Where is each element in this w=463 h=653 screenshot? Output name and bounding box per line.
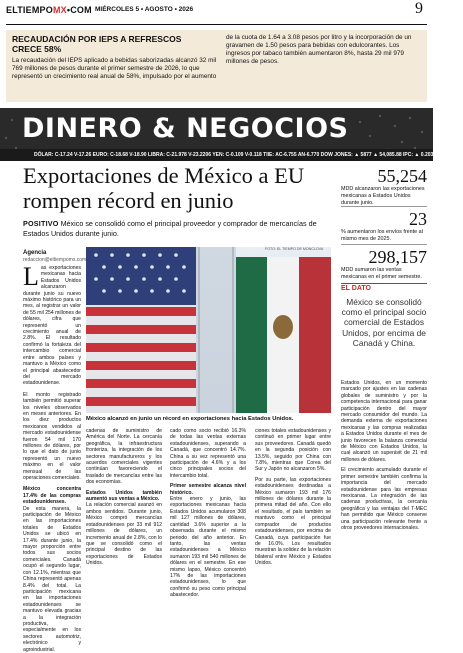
page-number: 9 — [415, 0, 423, 17]
teaser-title: RECAUDACIÓN POR IEPS A REFRESCOS CRECE 58% — [12, 34, 182, 54]
article-paragraph: El monto registrado también permitió superar los niveles observados en meses anteriores. En los diez productos mexicanos vendidos al mercado estadounidense fueron 54 mil 170 millones de dólares, por lo que el dato de junio representó un nuevo máximo en el valor mensual de las operaciones comerciales. — [23, 391, 81, 481]
article-column-3 — [170, 428, 246, 599]
article-subheading: Estados Unidos también aumentó sus ventas a México. — [86, 489, 162, 503]
pull-quote-label: EL DATO — [341, 285, 371, 292]
stat-box-2 — [341, 209, 427, 243]
article-headline: Exportaciones de México a EU rompen récord en junio — [23, 163, 305, 213]
brand-logo[interactable]: ELTIEMPOMX•COM — [6, 5, 92, 15]
stat-divider — [341, 244, 427, 245]
masthead — [0, 0, 433, 26]
article-column-1 — [23, 262, 81, 653]
masthead-rule — [6, 24, 427, 25]
subhead-text: México se consolidó como el principal proveedor y comprador de mercancías de Estados Unidos durante junio. — [23, 219, 317, 238]
pull-quote-text: México se consolidó como el principal socio comercial de Estados Unidos, por encima de Canadá y China. — [341, 297, 427, 348]
article-paragraph: La relación comercial avanzó en ambos sentidos. Durante junio, México compró mercancías estadounidenses por 33 mil 912 millones de dólares, un incremento anual de 2.8%, con lo que se consolidó como el principal destino de las exportaciones de Estados Unidos. — [86, 502, 162, 567]
article-paragraph: cado como socio recibió 16.3% de todas las ventas externas estadounidenses, superando a Canadá, que concentró 14.7%. China a su vez representó una participación de 4.6% y a los cinco principales socios del intercambio total. — [170, 428, 246, 479]
subhead-label: POSITIVO — [23, 219, 59, 228]
teaser-text-col1: La recaudación del IEPS aplicado a bebidas saborizadas alcanzó 32 mil 769 millones de pesos durante el primer semestre de 2026, lo que representó un crecimiento real anual de 58%, impulsado por el aumento — [12, 57, 217, 80]
photo-caption: México alcanzó en junio un récord en exportaciones hacia Estados Unidos. — [86, 416, 294, 422]
teaser-box — [6, 30, 427, 102]
section-title: DINERO & NEGOCIOS — [22, 113, 349, 144]
stat-divider — [341, 206, 427, 207]
article-subheading: México concentra 17.4% de las compras estadounidenses. — [23, 486, 81, 506]
stat-label-1: MDD alcanzaron las exportaciones mexicanas a Estados Unidos durante junio. — [341, 186, 425, 206]
article-paragraph: Entre enero y junio, las exportaciones mexicanas hacia Estados Unidos acumularon 308 mil 127 millones de dólares, cantidad 3.6% superior a la observada durante el mismo periodo del año anterior. En tanto, las ventas estadounidenses a México sumaron 193 mil 540 millones de dólares en el semestre. En ese mismo lapso, México concentró 17% de las importaciones estadounidenses, lo que confirmó su peso como principal abastecedor. — [170, 496, 246, 599]
article-author: Agencia — [23, 250, 47, 256]
issue-date: MIÉRCOLES 5 • AGOSTO • 2026 — [95, 6, 194, 13]
drop-cap: L — [23, 262, 39, 291]
teaser-text-col2: de la cuota de 1.64 a 3.08 pesos por litro y la incorporación de un gravamen de 1.50 pesos para bebidas con edulcorantes. Los ingresos por tabaco también aumentaron 8%, hasta 29 mil 979 millones de pesos. — [226, 34, 412, 65]
photo-credit: FOTO: EL TIEMPO DE MONCLOVA — [265, 247, 324, 251]
stat-value-1: 55,254 — [377, 166, 427, 186]
article-column-5 — [341, 380, 427, 531]
stat-label-3: MDD sumaron las ventas mexicanas en el primer semestre. — [341, 267, 422, 280]
stat-box-3 — [341, 247, 427, 281]
article-paragraph: Por su parte, las exportaciones estadounidenses destinadas a México sumaron 193 mil 176 millones de dólares durante la primera mitad del año. Con ello el resultado, el país también se mantuvo como el principal comprador de productos estadounidenses, por encima de Canadá, cuya participación fue de 16.0%. Los resultados muestran la solidez de la relación bilateral entre México y Estados Unidos. — [255, 476, 331, 567]
stat-value-2: 23 — [409, 209, 427, 229]
author-email[interactable]: redaccion@eltiempomx.com — [23, 257, 87, 263]
article-paragraph: El crecimiento acumulado durante el primer semestre también confirma la importancia del mercado estadounidense para las empresas mexicanas. La integración de las cadenas productivas, la cercanía geográfica y las ventajas del T-MEC han permitido que México conserve una participación relevante frente a otros proveedores internacionales. — [341, 467, 427, 531]
stat-label-2: % aumentaron los envíos frente al mismo mes de 2025. — [341, 229, 423, 242]
article-paragraph: De esta manera, la participación de México en las importaciones totales de Estados Unidos se ubicó en 17.4% durante junio, la mayor proporción entre todos sus socios comerciales. Canadá ocupó el segundo lugar, con 12.1%, mientras que China representó apenas 8.4% del total. La participación mexicana en las importaciones estadounidenses se mantuvo elevada gracias a la integración productiva, especialmente en los sectores automotriz, electrónico y agroindustrial. — [23, 505, 81, 653]
pull-quote-rule — [341, 283, 427, 284]
article-column-4 — [255, 428, 331, 567]
stat-box-1 — [341, 166, 427, 206]
article-photo-flags — [86, 247, 331, 413]
article-paragraph: as exportaciones mexicanas hacia Estados Unidos alcanzaron durante junio su nuevo máximo histórico para un mes, al registrar un valor de 55 mil 254 millones de dólares, cifra que representó un crecimiento anual de 2.8%. El resultado confirmó la fortaleza del intercambio comercial entre ambos países y mantuvo a México como el principal abastecedor del mercado estadounidense. — [23, 265, 81, 387]
article-paragraph: Estados Unidos, en un momento marcado por ajustes en las cadenas globales de suministro y por la competencia internacional para ganar participación dentro del mayor mercado consumidor del mundo. La demanda externa de exportaciones mexicanas y las compras realizadas a Estados Unidos durante el mes de junio favorecen la balanza comercial de México con Estados Unidos, la cual alcanzó un superávit de 21 mil millones de dólares. — [341, 380, 427, 463]
market-ticker: DÓLAR: C-17.24 V-17.26 EURO: C-18.68 V-18.90 LIBRA: C-21.978 V-23.2206 YEN: C-0.109 V-0.118 TIIE: AC-6.755 AN-6.770 DOW JONES: ▲ 5877 ▲ 54,085.88 IPC: ▲ 0.203 ▲ 66,883.16 — [0, 149, 433, 161]
article-column-2 — [86, 428, 162, 567]
article-paragraph: ciones totales estadounidenses y continuó en primer lugar entre sus proveedores. Canadá quedó en la segunda posición con 13.5%, seguido por China con 7.8%, mientras que Corea del Sur y Japón no alcanzaron 5%. — [255, 428, 331, 473]
article-paragraph: cadenas de suministro de América del Norte. La cercanía geográfica, la infraestructura fronteriza, la integración de los sectores manufactureros y los acuerdos comerciales vigentes continúan favoreciendo el traslado de mercancías entre las dos economías. — [86, 428, 162, 486]
article-subheading: Primer semestre alcanza nivel histórico. — [170, 483, 246, 496]
article-subhead — [23, 219, 323, 238]
stat-value-3: 298,157 — [368, 247, 427, 267]
